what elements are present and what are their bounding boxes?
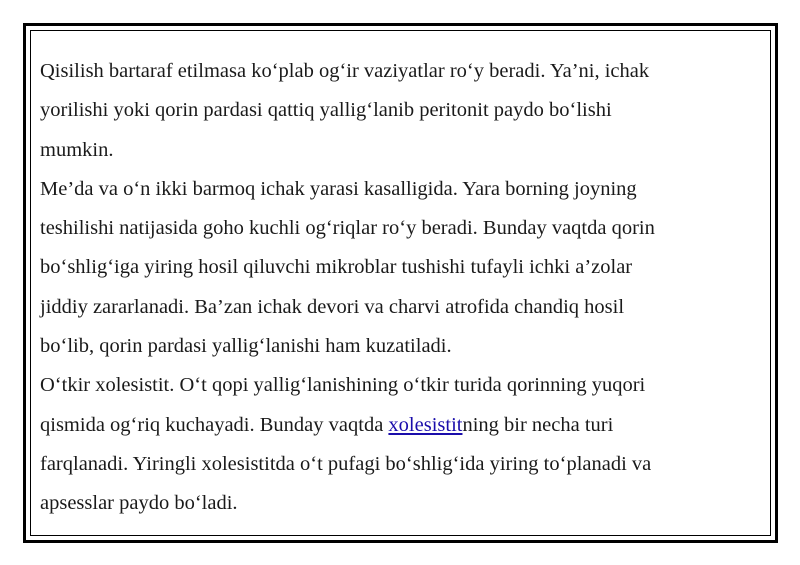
text-segment: ning bir necha turi: [462, 413, 614, 436]
text-line: yorilishi yoki qorin pardasi qattiq yallig‘lanib peritonit paydo bo‘lishi: [40, 99, 612, 122]
text-line: Qisilish bartaraf etilmasa ko‘plab og‘ir vaziyatlar ro‘y beradi. Ya’ni, ichak: [40, 60, 650, 82]
text-line: jiddiy zararlanadi. Ba’zan ichak devori va charvi atrofida chandiq hosil: [40, 295, 625, 318]
text-line: bo‘lib, qorin pardasi yallig‘lanishi ham kuzatiladi.: [40, 335, 452, 358]
paragraph-acute-cholecystitis: [40, 366, 765, 523]
text-line: Me’da va o‘n ikki barmoq ichak yarasi kasalligida. Yara borning joyning: [40, 177, 637, 200]
article-text-block: [40, 52, 765, 524]
text-line-with-link: [40, 406, 765, 445]
text-segment: qismida og‘riq kuchayadi. Bunday vaqtda: [40, 413, 389, 436]
text-line: teshilishi natijasida goho kuchli og‘riqlar ro‘y beradi. Bunday vaqtda qorin: [40, 217, 655, 240]
paragraph-ulcer-disease: [40, 170, 765, 366]
text-line: mumkin.: [40, 138, 114, 161]
text-line: farqlanadi. Yiringli xolesistitda o‘t pufagi bo‘shlig‘ida yiring to‘planadi va: [40, 452, 652, 475]
paragraph-obstruction-complications: [40, 52, 765, 170]
text-line: bo‘shlig‘iga yiring hosil qiluvchi mikroblar tushishi tufayli ichki a’zolar: [40, 256, 633, 279]
cholecystitis-link[interactable]: xolesistit: [388, 413, 463, 436]
text-line: O‘tkir xolesistit. O‘t qopi yallig‘lanishining o‘tkir turida qorinning yuqori: [40, 374, 646, 397]
text-line: apsesslar paydo bo‘ladi.: [40, 492, 238, 515]
